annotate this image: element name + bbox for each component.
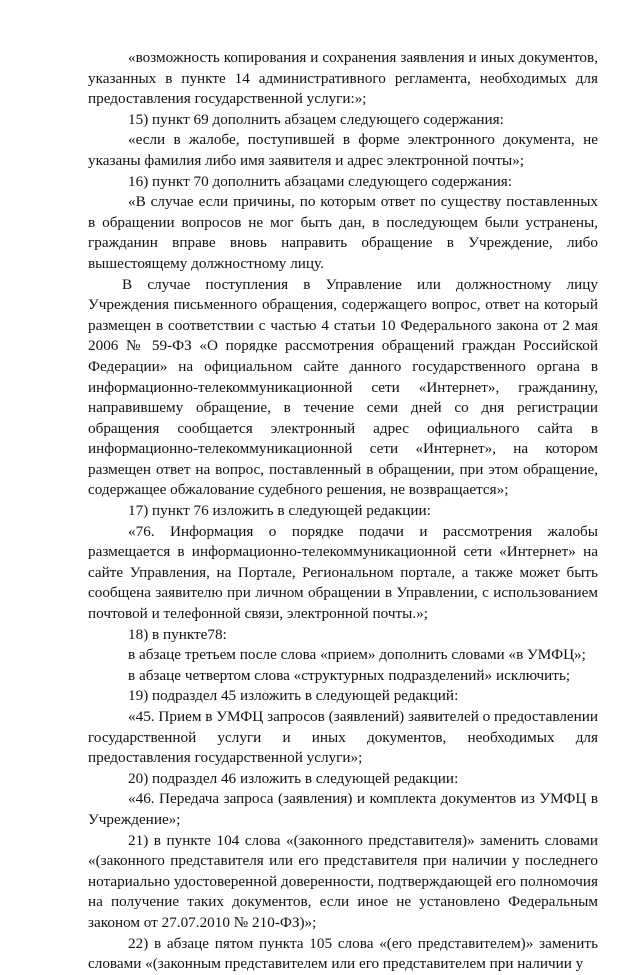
paragraph: «В случае если причины, по которым ответ по существу поставленных в обращении вопросов не мог быть дан, в последующем были устранены, гражданин вправе вновь направить обращение в Учреждение, либо вышестоящему должностному лицу. [88, 193, 598, 272]
paragraph: 22) в абзаце пятом пункта 105 слова «(его представителем)» заменить словами «(законным представителем или его представителем при наличии у [88, 934, 598, 973]
paragraph: в абзаце четвертом слова «структурных подразделений» исключить; [128, 666, 571, 684]
paragraph: «45. Прием в УМФЦ запросов (заявлений) заявителей о предоставлении государственной услуги и иных документов, необходимых для предоставления государственной услуги»; [88, 708, 598, 767]
paragraph: 19) подраздел 45 изложить в следующей редакций: [128, 687, 459, 705]
paragraph: 16) пункт 70 дополнить абзацами следующего содержания: [128, 172, 512, 190]
paragraph: 20) подраздел 46 изложить в следующей редакции: [128, 769, 459, 787]
paragraph: «если в жалобе, поступившей в форме электронного документа, не указаны фамилия либо имя заявителя и адрес электронной почты»; [88, 131, 598, 169]
paragraph: 15) пункт 69 дополнить абзацем следующего содержания: [128, 110, 504, 128]
paragraph: «76. Информация о порядке подачи и рассмотрения жалобы размещается в информационно-телекоммуникационной сети «Интернет» на сайте Управления, на Портале, Региональном портале, а также может быть сообщена заявителю при личном обращении в Управлении, с использованием почтовой и телефонной связи, электронной почты.»; [88, 522, 598, 623]
paragraph: 17) пункт 76 изложить в следующей редакции: [128, 502, 431, 520]
document-body [88, 48, 598, 975]
paragraph: 18) в пункте78: [128, 625, 227, 643]
paragraph: «возможность копирования и сохранения заявления и иных документов, указанных в пункте 14 административного регламента, необходимых для предоставления государственной услуги:»; [88, 49, 598, 108]
paragraph: 21) в пункте 104 слова «(законного представителя)» заменить словами «(законного представителя или его представителя при наличии у последнего нотариально удостоверенной доверенности, подтверждающей его полномочия на получение таких документов, если иное не установлено Федеральным законом от 27.07.2010 № 210-ФЗ)»; [88, 831, 598, 931]
paragraph: в абзаце третьем после слова «прием» дополнить словами «в УМФЦ»; [128, 646, 586, 664]
paragraph: «46. Передача запроса (заявления) и комплекта документов из УМФЦ в Учреждение»; [88, 790, 598, 828]
paragraph: В случае поступления в Управление или должностному лицу Учреждения письменного обращения, содержащего вопрос, ответ на который размещен в соответствии с частью 4 статьи 10 Федерального закона от 2 мая 2006 № 59-ФЗ «О порядке рассмотрения обращений граждан Российской Федерации» на официальном сайте данного государственного органа в информационно-телекоммуникационной сети «Интернет», гражданину, направившему обращение, в течение семи дней со дня регистрации обращения сообщается электронный адрес официального сайта в информационно-телекоммуникационной сети «Интернет», на котором размещен ответ на вопрос, поставленный в обращении, при этом обращение, содержащее обжалование судебного решения, не возвращается»; [88, 275, 598, 499]
